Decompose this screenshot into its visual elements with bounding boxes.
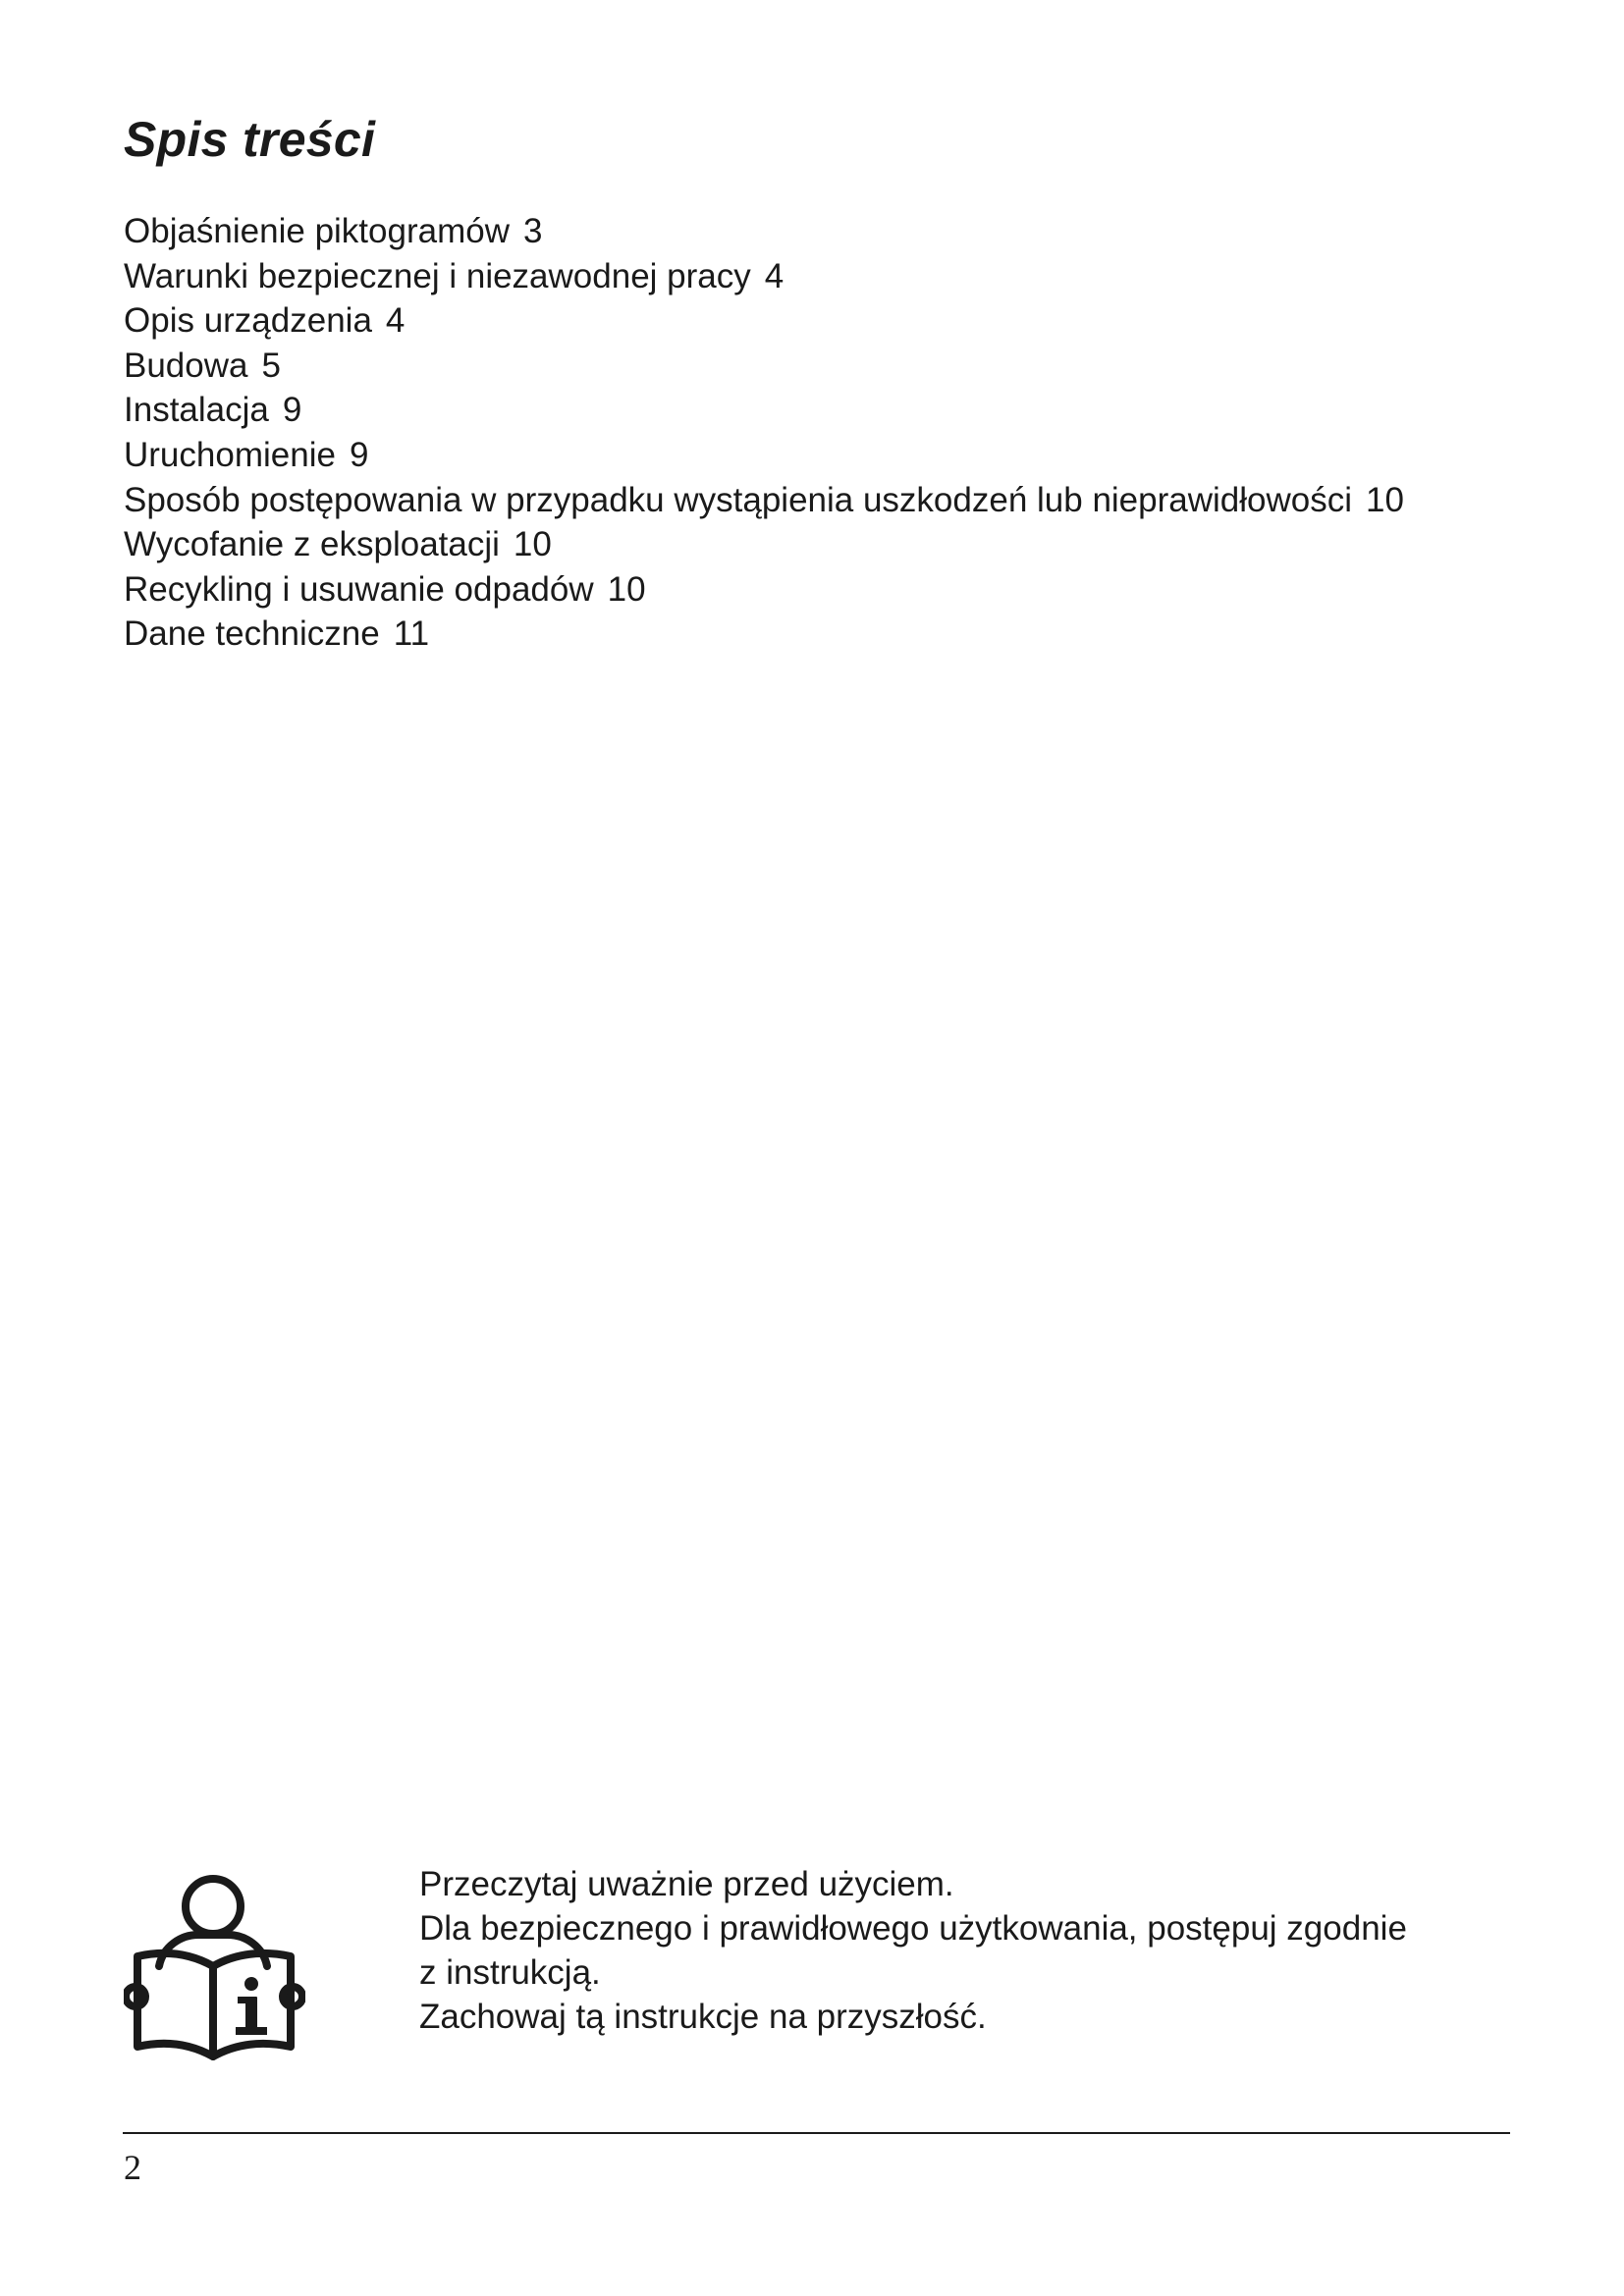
toc-entry	[124, 567, 1404, 613]
notice-line: Przeczytaj uważnie przed użyciem.	[419, 1865, 954, 1903]
toc-entry-label: Uruchomienie	[124, 435, 336, 474]
toc-entry-label: Dane techniczne	[124, 614, 380, 654]
toc-entry-page: 4	[385, 301, 406, 341]
toc-entry-page: 10	[513, 525, 552, 564]
toc-entry-label: Recykling i usuwanie odpadów	[124, 569, 594, 609]
toc-entry	[124, 612, 1404, 657]
page-number: 2	[124, 2148, 141, 2187]
toc-entry-label: Wycofanie z eksploatacji	[124, 525, 500, 564]
toc-entry-page: 10	[1366, 480, 1404, 519]
page-title: Spis treści	[124, 112, 376, 167]
toc-entry-page: 11	[393, 614, 430, 654]
toc-entry-page: 3	[522, 212, 543, 250]
toc-entry	[124, 478, 1404, 523]
table-of-contents	[124, 209, 1404, 657]
read-instructions-notice	[124, 1862, 1518, 2073]
toc-entry	[124, 388, 1404, 433]
toc-entry-label: Objaśnienie piktogramów	[124, 212, 510, 250]
notice-line: Dla bezpiecznego i prawidłowego użytkowania, postępuj zgodnie	[419, 1909, 1407, 1948]
toc-entry	[124, 522, 1404, 567]
toc-entry	[124, 433, 1404, 478]
toc-entry	[124, 298, 1404, 344]
toc-entry	[124, 344, 1404, 389]
toc-entry	[124, 209, 1404, 254]
toc-entry-page: 9	[282, 391, 302, 430]
toc-entry-label: Warunki bezpiecznej i niezawodnej pracy	[124, 256, 751, 295]
toc-entry-page: 10	[607, 569, 646, 609]
notice-text	[419, 1862, 1407, 2039]
toc-entry-label: Instalacja	[124, 391, 269, 430]
toc-entry	[124, 254, 1404, 299]
read-manual-icon	[124, 1874, 305, 2060]
toc-entry-label: Opis urządzenia	[124, 301, 372, 341]
notice-line: Zachowaj tą instrukcje na przyszłość.	[419, 1998, 987, 2036]
toc-entry-page: 5	[261, 346, 281, 385]
footer-divider	[123, 2132, 1510, 2134]
toc-entry-page: 4	[764, 256, 785, 295]
toc-entry-page: 9	[349, 435, 369, 474]
toc-entry-label: Sposób postępowania w przypadku wystąpienia uszkodzeń lub nieprawidłowości	[124, 480, 1353, 519]
toc-entry-label: Budowa	[124, 346, 248, 385]
notice-line: z instrukcją.	[419, 1953, 601, 1992]
